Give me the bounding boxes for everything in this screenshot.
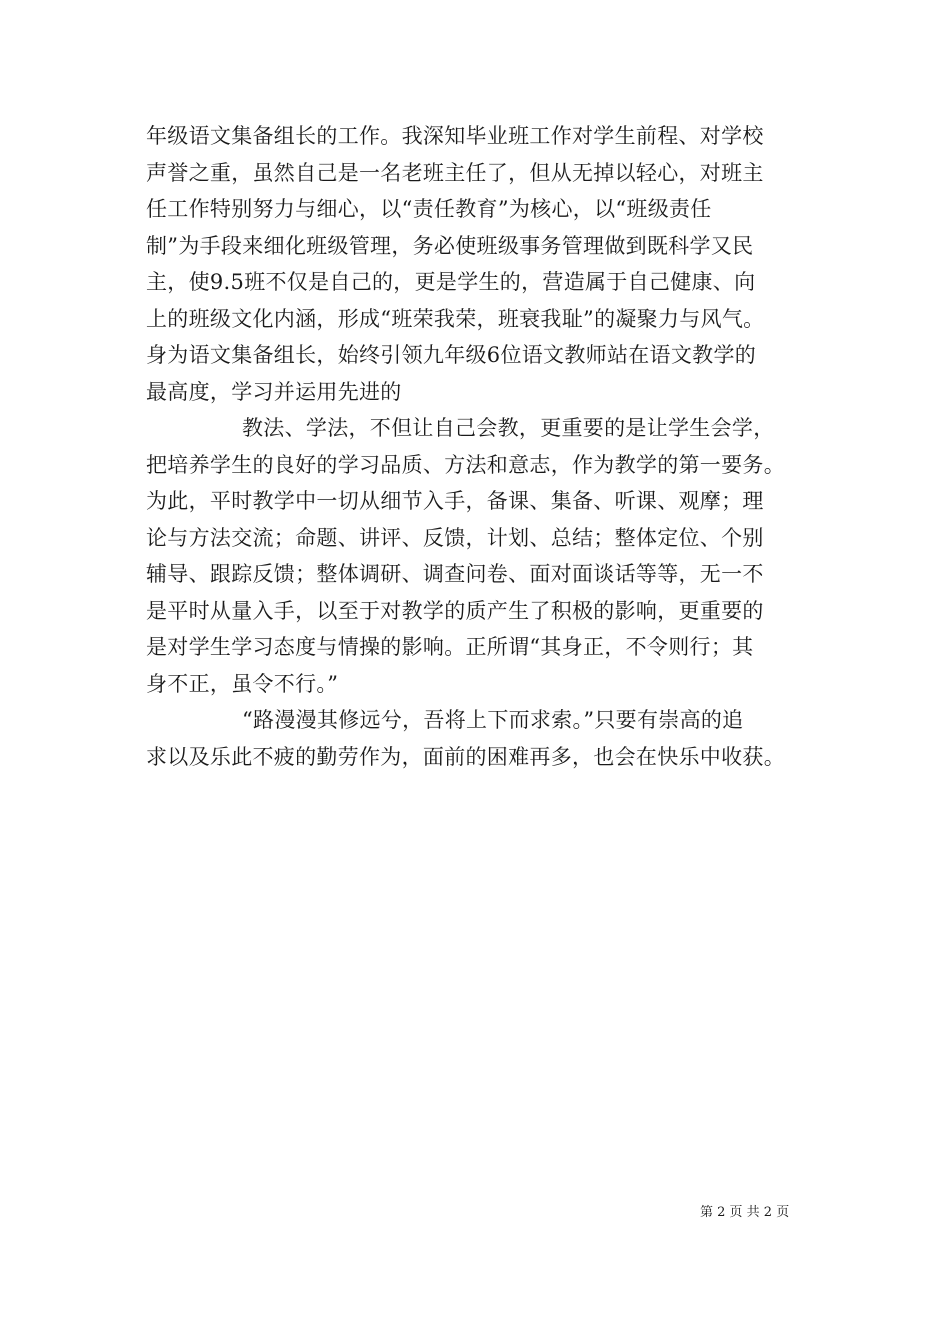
page-number: 第 2 页 共 2 页 bbox=[700, 1205, 790, 1220]
text-line: 是平时从量入手，以至于对教学的质产生了积极的影响，更重要的 bbox=[146, 598, 764, 623]
text-line: 为此，平时教学中一切从细节入手，备课、集备、听课、观摩；理 bbox=[146, 489, 764, 513]
text-line: 论与方法交流；命题、讲评、反馈，计划、总结；整体定位、个别 bbox=[146, 525, 764, 550]
body-text bbox=[146, 118, 811, 775]
text-line: 声誉之重，虽然自己是一名老班主任了，但从无掉以轻心，对班主 bbox=[146, 160, 764, 185]
text-line: 身不正，虽令不行。” bbox=[146, 671, 339, 696]
text-line: 上的班级文化内涵，形成“班荣我荣，班衰我耻”的凝聚力与风气。 bbox=[146, 306, 765, 331]
text-line: 是对学生学习态度与情操的影响。正所谓“其身正，不令则行；其 bbox=[146, 635, 754, 659]
text-line: 辅导、跟踪反馈；整体调研、调查问卷、面对面谈话等等，无一不 bbox=[146, 562, 764, 586]
text-line: 身为语文集备组长，始终引领九年级6位语文教师站在语文教学的 bbox=[146, 343, 757, 367]
text-line: “路漫漫其修远兮，吾将上下而求索。”只要有崇高的追 bbox=[242, 708, 744, 732]
text-line: 求以及乐此不疲的勤劳作为，面前的困难再多，也会在快乐中收获。 bbox=[146, 744, 785, 769]
text-line: 主，使9.5班不仅是自己的，更是学生的，营造属于自己健康、向 bbox=[146, 270, 756, 294]
text-line: 教法、学法，不但让自己会教，更重要的是让学生会学， bbox=[242, 416, 775, 440]
text-line: 把培养学生的良好的学习品质、方法和意志，作为教学的第一要务。 bbox=[146, 452, 785, 477]
text-line: 年级语文集备组长的工作。我深知毕业班工作对学生前程、对学校 bbox=[146, 124, 764, 148]
text-line: 最高度，学习并运用先进的 bbox=[146, 379, 402, 404]
text-line: 制”为手段来细化班级管理，务必使班级事务管理做到既科学又民 bbox=[146, 233, 754, 258]
text-line: 任工作特别努力与细心，以“责任教育”为核心，以“班级责任 bbox=[146, 197, 712, 221]
